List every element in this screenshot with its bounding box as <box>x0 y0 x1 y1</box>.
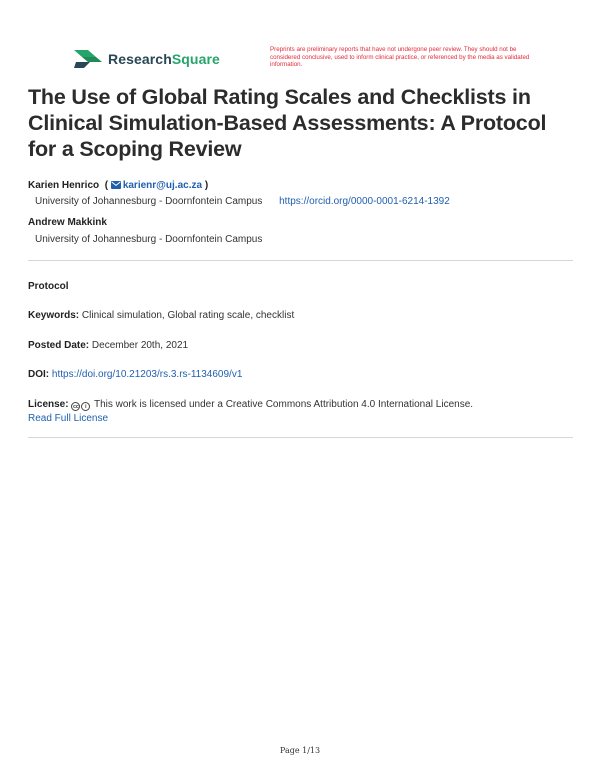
author-1-affiliation: University of Johannesburg - Doornfontein Campus <box>35 196 263 207</box>
brand-name <box>108 51 220 67</box>
author-1-email-link[interactable]: karienr@uj.ac.za <box>122 180 203 191</box>
author-1-orcid-link[interactable]: https://orcid.org/0000-0001-6214-1392 <box>279 196 450 207</box>
author-1-name: Karien Henrico <box>28 180 100 191</box>
author-2-affiliation-row <box>35 234 262 245</box>
article-type: Protocol <box>28 281 69 292</box>
doi-link[interactable]: https://doi.org/10.21203/rs.3.rs-1134609/v1 <box>51 369 243 380</box>
posted-date-value: December 20th, 2021 <box>91 340 189 351</box>
keywords-label: Keywords: <box>28 310 80 321</box>
page-number: Page 1/13 <box>279 746 321 755</box>
posted-date-label: Posted Date: <box>28 340 90 351</box>
paper-title: The Use of Global Rating Scales and Checklists in Clinical Simulation-Based Assessments: A Protocol for a Scoping Review <box>28 85 547 161</box>
brand-name-part2: Square <box>171 51 220 67</box>
author-1 <box>28 180 208 191</box>
divider-top <box>28 260 573 261</box>
envelope-icon <box>111 181 121 189</box>
license-label: License: <box>28 399 69 410</box>
preprint-disclaimer: Preprints are preliminary reports that have not undergone peer review. They should not be considered conclusive, used to inform clinical practice, or referenced by the media as validated information. <box>270 46 530 69</box>
research-square-logo-icon <box>74 48 102 70</box>
author-1-affiliation-row <box>35 196 450 207</box>
cc-by-icon: i <box>81 402 90 411</box>
read-full-license-link[interactable]: Read Full License <box>28 413 109 424</box>
keywords-row <box>28 309 573 323</box>
license-row <box>28 398 573 426</box>
license-text: This work is licensed under a Creative Commons Attribution 4.0 International License. <box>93 399 474 410</box>
keywords-value: Clinical simulation, Global rating scale, checklist <box>81 310 295 321</box>
brand-name-part1: Research <box>108 51 172 67</box>
author-2-affiliation: University of Johannesburg - Doornfontein Campus <box>35 234 263 245</box>
doi-row <box>28 368 573 382</box>
article-type-row <box>28 280 573 294</box>
posted-date-row <box>28 339 573 353</box>
doi-label: DOI: <box>28 369 50 380</box>
author-1-email-wrap: ( karienr@uj.ac.za ) <box>101 180 209 191</box>
cc-icon: cc <box>73 404 79 410</box>
research-square-logo[interactable] <box>74 48 220 70</box>
divider-bottom <box>28 437 573 438</box>
author-2-name: Andrew Makkink <box>28 217 107 228</box>
author-2 <box>28 217 107 228</box>
